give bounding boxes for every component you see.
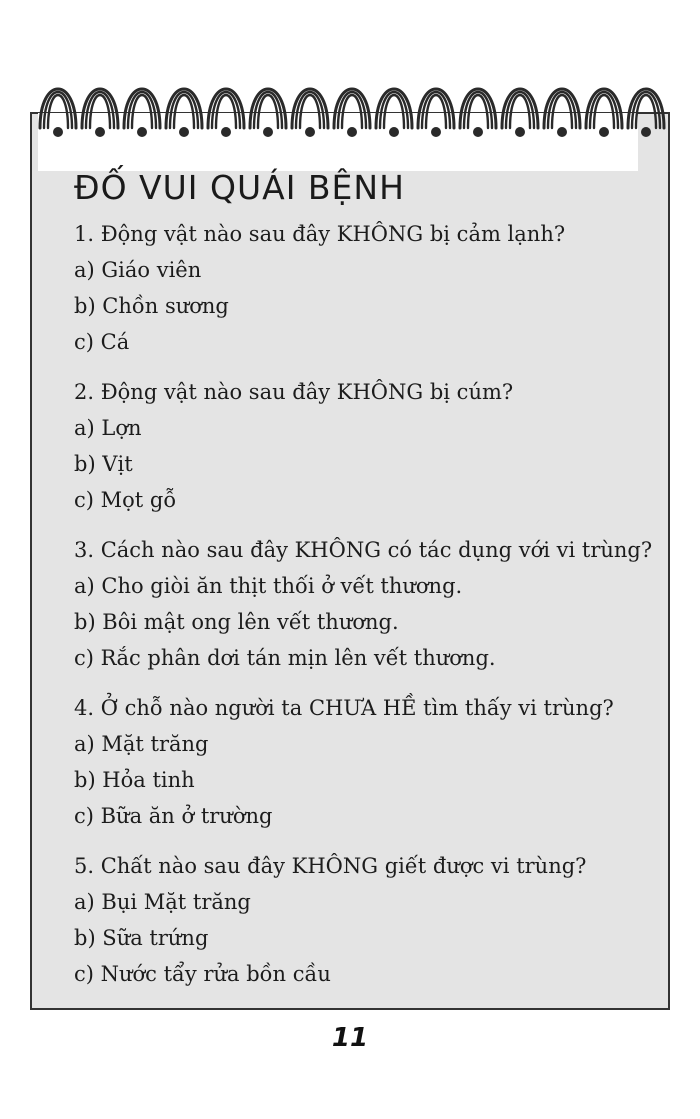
binding-ring (216, 95, 236, 128)
option-a: a) Cho giòi ăn thịt thối ở vết thương. (74, 574, 463, 598)
question-3 (74, 532, 664, 676)
binding-hole (599, 127, 609, 137)
option-a: a) Lợn (74, 416, 142, 440)
option-b: b) Bôi mật ong lên vết thương. (74, 610, 399, 634)
option-c: c) Rắc phân dơi tán mịn lên vết thương. (74, 646, 496, 670)
binding-ring (90, 95, 110, 128)
binding-ring (174, 95, 194, 128)
option-c: c) Cá (74, 330, 130, 354)
option-b: b) Sữa trứng (74, 926, 209, 950)
binding-ring (48, 95, 68, 128)
binding-ring (258, 95, 278, 128)
binding-hole (389, 127, 399, 137)
binding-hole (473, 127, 483, 137)
question-4 (74, 690, 664, 834)
binding-ring (552, 95, 572, 128)
binding-hole (557, 127, 567, 137)
page-number: 11 (331, 1023, 369, 1053)
binding-ring (426, 95, 446, 128)
option-b: b) Chồn sương (74, 294, 229, 318)
question-text: 4. Ở chỗ nào người ta CHƯA HỀ tìm thấy vi trùng? (74, 696, 614, 720)
binding-ring (342, 95, 362, 128)
question-text: 2. Động vật nào sau đây KHÔNG bị cúm? (74, 380, 514, 404)
binding-ring (636, 95, 656, 128)
question-2 (74, 374, 664, 518)
option-a: a) Mặt trăng (74, 732, 209, 756)
binding-ring (384, 95, 404, 128)
question-1 (74, 216, 664, 360)
binding-hole (53, 127, 63, 137)
option-c: c) Bữa ăn ở trường (74, 804, 273, 828)
question-text: 5. Chất nào sau đây KHÔNG giết được vi trùng? (74, 854, 587, 878)
question-text: 1. Động vật nào sau đây KHÔNG bị cảm lạnh? (74, 222, 566, 246)
binding-hole (221, 127, 231, 137)
option-b: b) Hỏa tinh (74, 768, 195, 792)
binding-hole (95, 127, 105, 137)
binding-hole (263, 127, 273, 137)
option-c: c) Nước tẩy rửa bồn cầu (74, 962, 331, 986)
binding-hole (347, 127, 357, 137)
option-c: c) Mọt gỗ (74, 488, 177, 512)
binding-hole (305, 127, 315, 137)
binding-hole (179, 127, 189, 137)
spiral-binding (30, 68, 670, 148)
question-5 (74, 848, 664, 992)
binding-ring (300, 95, 320, 128)
binding-ring (468, 95, 488, 128)
option-b: b) Vịt (74, 452, 133, 476)
quiz-title: ĐỐ VUI QUÁI BỆNH (74, 168, 405, 207)
binding-ring (132, 95, 152, 128)
option-a: a) Giáo viên (74, 258, 202, 282)
binding-ring (594, 95, 614, 128)
option-a: a) Bụi Mặt trăng (74, 890, 251, 914)
binding-hole (641, 127, 651, 137)
binding-hole (515, 127, 525, 137)
question-text: 3. Cách nào sau đây KHÔNG có tác dụng với vi trùng? (74, 538, 653, 562)
binding-ring (510, 95, 530, 128)
binding-hole (137, 127, 147, 137)
quiz-content (74, 166, 664, 1006)
binding-hole (431, 127, 441, 137)
